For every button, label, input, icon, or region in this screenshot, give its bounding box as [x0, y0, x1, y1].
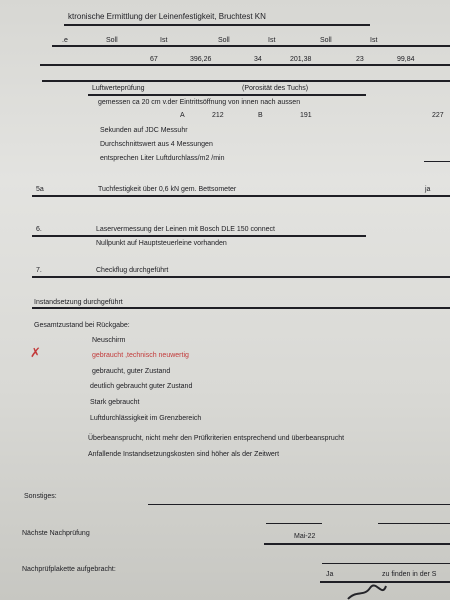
section-6-text: Laservermessung der Leinen mit Bosch DLE 150 connect: [96, 226, 275, 233]
luft-label-b: B: [258, 112, 263, 119]
zustand-option-6: Überbeansprucht, nicht mehr den Prüfkriterien entsprechend und überbeansprucht: [88, 435, 345, 442]
section-6-rule: [32, 235, 366, 237]
zustand-option-1: gebraucht ,technisch neuwertig: [92, 352, 189, 359]
naechste-rule: [264, 543, 450, 545]
bruchtest-header-0: .e: [62, 37, 68, 44]
bruchtest-header-6: Ist: [370, 37, 378, 44]
bruchtest-value-0: 67: [150, 56, 158, 63]
luft-result-line: [424, 161, 450, 162]
title-underline: [64, 24, 370, 26]
bruchtest-value-4: 23: [356, 56, 364, 63]
bruchtest-header-3: Soll: [218, 37, 230, 44]
plakette-line-top: [322, 563, 450, 564]
plakette-label: Nachprüfplakette aufgebracht:: [22, 566, 116, 573]
section-7-number: 7.: [36, 267, 42, 274]
document-title: ktronische Ermittlung der Leinenfestigkeit, Bruchtest KN: [68, 12, 266, 21]
zustand-heading: Gesamtzustand bei Rückgabe:: [34, 322, 130, 329]
luft-heading: Luftwerteprüfung: [92, 85, 145, 92]
bruchtest-value-5: 99,84: [397, 56, 415, 63]
bruchtest-header-4: Ist: [268, 37, 276, 44]
plakette-where: zu finden in der S: [382, 571, 437, 578]
section-5a-text: Tuchfestigkeit über 0,6 kN gem. Bettsometer: [98, 186, 237, 193]
signature-scribble: [346, 584, 406, 600]
luft-durchschnitt: Durchschnittswert aus 4 Messungen: [100, 141, 213, 148]
zustand-option-4: Stark gebraucht: [90, 399, 140, 406]
section-7-rule: [32, 276, 450, 278]
plakette-value: Ja: [326, 571, 334, 578]
section-6-sub: Nullpunkt auf Hauptsteuerleine vorhanden: [96, 240, 227, 247]
luft-porositaet: (Porosität des Tuchs): [242, 85, 309, 92]
bruchtest-header-2: Ist: [160, 37, 168, 44]
zustand-option-5: Luftdurchlässigkeit im Grenzbereich: [90, 415, 202, 422]
zustand-option-2: gebraucht, guter Zustand: [92, 368, 171, 375]
instandsetzung-rule: [32, 307, 450, 309]
sonstiges-line: [148, 504, 450, 505]
table-rule-bottom: [42, 80, 450, 82]
luft-value-c: 227: [432, 112, 444, 119]
sonstiges-label: Sonstiges:: [24, 493, 57, 500]
plakette-rule: [320, 581, 450, 583]
naechste-value: Mai-22: [294, 533, 316, 540]
selected-mark: ✗: [30, 345, 41, 360]
bruchtest-value-2: 34: [254, 56, 262, 63]
naechste-line-right: [378, 523, 450, 524]
luft-entsprechen: entsprechen Liter Luftdurchlass/m2 /min: [100, 155, 225, 162]
bruchtest-header-1: Soll: [106, 37, 118, 44]
luft-label-a: A: [180, 112, 185, 119]
naechste-label: Nächste Nachprüfung: [22, 530, 90, 537]
table-rule-mid: [40, 64, 450, 66]
bruchtest-value-1: 396,26: [190, 56, 212, 63]
section-5a-number: 5a: [36, 186, 44, 193]
zustand-option-7: Anfallende Instandsetzungskosten sind höher als der Zeitwert: [88, 451, 280, 458]
luft-value-b: 191: [300, 112, 312, 119]
instandsetzung-label: Instandsetzung durchgeführt: [34, 299, 123, 306]
luft-gemessen: gemessen ca 20 cm v.der Eintrittsöffnung von innen nach aussen: [98, 99, 301, 106]
bruchtest-header-5: Soll: [320, 37, 332, 44]
table-rule-top: [52, 45, 450, 47]
section-5a-value: ja: [425, 186, 431, 193]
luft-underline: [88, 94, 366, 96]
section-5a-rule: [32, 195, 450, 197]
section-6-number: 6.: [36, 226, 42, 233]
luft-value-a: 212: [212, 112, 224, 119]
zustand-option-3: deutlich gebraucht guter Zustand: [90, 383, 193, 390]
zustand-option-0: Neuschirm: [92, 337, 126, 344]
luft-sekunden: Sekunden auf JDC Messuhr: [100, 127, 188, 134]
section-7-text: Checkflug durchgeführt: [96, 267, 169, 274]
bruchtest-value-3: 201,38: [290, 56, 312, 63]
naechste-line-top: [266, 523, 322, 524]
